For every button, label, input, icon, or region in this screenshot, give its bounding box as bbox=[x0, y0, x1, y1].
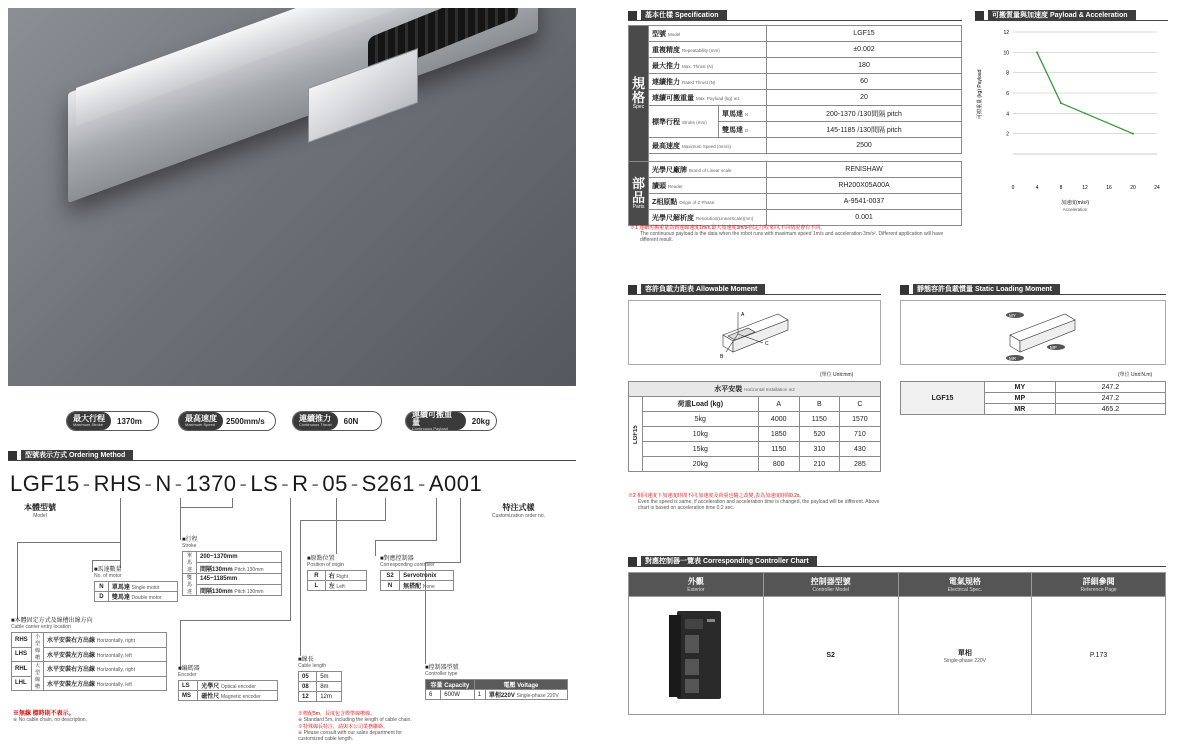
product-photo bbox=[8, 8, 576, 386]
badge-cont-payload: 連續可搬重量 Continuous Payload 20kg bbox=[405, 411, 497, 431]
ordering-header: 型號表示方式 Ordering Method bbox=[8, 450, 576, 461]
static-unit: (單位 Unit:N.m) bbox=[1118, 372, 1153, 378]
y-tick-label: 8 bbox=[1006, 70, 1009, 77]
accel-chart bbox=[975, 24, 1168, 218]
badge-cont-thrust: 連續推力 Continuous Thrust 60N bbox=[292, 411, 382, 431]
x-tick-label: 0 bbox=[1011, 185, 1015, 191]
data-point bbox=[1060, 102, 1062, 104]
custom-label: 特注式樣 Customization order no. bbox=[492, 503, 546, 519]
note-cable-chain: ※無線 標時則不表示。 ※ No cable chain, no description. bbox=[13, 711, 87, 723]
x-tick-label: 8 bbox=[1059, 185, 1063, 191]
spec-header: 基本仕樣 Specification bbox=[628, 10, 962, 21]
stroke-block: ■行程 Stroke 單馬達 200~1370mm 間隔130mm Pitch 130mm 雙馬達 145~1185mm 間隔130mm Pitch 130mm bbox=[182, 534, 282, 596]
y-tick-label: 6 bbox=[1006, 91, 1009, 97]
ctrl-chart-header: 對應控制器一覽表 Corresponding Controller Chart bbox=[628, 556, 1166, 567]
encoder-block: ■編碼器 Encoder LS 光學尺 Optical encoder MS 磁性尺 Magnetic encoder bbox=[178, 663, 278, 701]
y-tick-label: 12 bbox=[1003, 30, 1009, 36]
allow-diagram bbox=[628, 300, 881, 365]
x-tick-label: 24 bbox=[1154, 185, 1160, 191]
data-point bbox=[1084, 112, 1086, 114]
x-tick-label: 4 bbox=[1035, 185, 1039, 191]
spec-note: ※1 連續可搬重量為到達線速度1m/s,最大加速度3m/s²固定行程來回,不同情況會有不同。 The continuous payload is the data when the robot runs with maximum speed 1m/s and acceleration 3m/s². Different application will have different result. bbox=[630, 225, 944, 243]
model-code: LGF15 - RHS - N - 1370 - LS - R - 05 - S261 - A001 bbox=[10, 471, 483, 496]
label-c: C bbox=[765, 341, 769, 347]
label-b: B bbox=[720, 354, 724, 360]
static-table: LGF15 MY 247.2 MP 247.2 MR 465.2 bbox=[900, 381, 1166, 415]
x-ticks bbox=[1012, 185, 1160, 191]
x-tick-label: 12 bbox=[1082, 185, 1088, 191]
cable-length-block: ■線長 Cable length 05 5m 08 8m 12 12m bbox=[298, 654, 342, 702]
model-label: 本體型號 Model bbox=[24, 503, 56, 519]
static-header: 靜態容許負載慣量 Static Loading Moment bbox=[900, 284, 1166, 295]
accel-header: 可搬質量與加速度 Payload & Acceleration bbox=[975, 10, 1168, 21]
motor-block: ■馬達數量 No. of motor N 單馬達 Single motor D 雙馬達 Double motor bbox=[94, 564, 178, 602]
y-axis-label: 可搬重量 (kg) Payload bbox=[977, 69, 983, 119]
label-a: A bbox=[741, 312, 745, 318]
allow-note: ※2 相同速度下加速度時間不同,加速度及荷重也隨之改變,表為加速度時間0.2s。 Even the speed is same, if acceleration and acceleration time is changed, the payload will be different. Above chart is based on acceleration time 0.2 sec. bbox=[628, 493, 880, 511]
ctrl-chart-table: 外觀 Exterior 控制器型號 Controller Model 電氣規格 Electrical Spec. 詳細參閱 Reference Page S2 單相 Single-phase 220V P.173 bbox=[628, 572, 1166, 715]
cable-loc-block: ■本體固定方式及線槽出線方向 Cable carrier entry location RHS 小型線槽 水平安裝右方出線 Horizontally, right LHS 水平安裝左方出線 Horizontally, left RHL 大型線槽 水平安裝右方出線 Horizontally, right LHL 水平安裝左方出線 Horizontally, left bbox=[11, 615, 167, 691]
x-tick-label: 20 bbox=[1130, 185, 1136, 191]
ctrl-type-block: ■控制器型號 Controller type 容量 Capacity 電壓 Voltage 6 600W 1 單相220V Single-phase 220V bbox=[425, 662, 568, 700]
controller-image bbox=[629, 597, 764, 715]
y-tick-label: 2 bbox=[1006, 131, 1009, 138]
allow-header: 容許負載力距表 Allowable Moment bbox=[628, 284, 881, 295]
data-point bbox=[1036, 51, 1038, 53]
allow-unit: (單位 Unit:mm) bbox=[820, 372, 854, 378]
spec-table: 規格 Spec 型號 Model LGF15 重複精度 Repeatability (mm) ±0.002 最大推力 Max. Thrust (N) 180 連續推力 Rated Thrust (N) 60 連續可搬重量 Max. Payload (kg) ※1 20 標準行程 Stroke (mm) 單馬達 N 200-1370 /130間隔 pitch 雙馬達 D 145-1185 /130間隔 pitch 最高速度 Maximum Speed (mm/s) 2500 部品 Parts 光學尺廠牌 Brand of Linear scale RENISHAW 讀頭 Reader RH200X05A00A Z相原點 Origin of Z Phase A-9541-0037 光學尺解析度 Resolution(LinearScale)(nm) 0.001 bbox=[628, 25, 962, 226]
note-cable-length: ※標配5m，長度包含標準線槽線。 ※ Standard 5m, including the length of cable chain. ※特殊線長特注，請與本公司業務聯絡。 ※ Please consult with our sales department for customized cable length. bbox=[298, 711, 412, 742]
label-mr: MR bbox=[1009, 356, 1016, 361]
servo-drive-icon bbox=[661, 605, 731, 705]
x-tick-label: 16 bbox=[1106, 185, 1112, 191]
y-ticks bbox=[1003, 30, 1009, 138]
origin-block: ■原點位置 Position of origin R 右 Right L 左 Left bbox=[307, 553, 367, 591]
controller-block: ■對應控制器 Corresponding controller S2 Servotronix N 無搭配 None bbox=[380, 553, 454, 591]
spec-side: 規格 Spec bbox=[629, 26, 649, 162]
x-axis-label: 加速度(m/s²) bbox=[1060, 200, 1090, 206]
data-point bbox=[1132, 133, 1134, 135]
y-tick-label: 4 bbox=[1006, 111, 1009, 118]
static-diagram bbox=[900, 300, 1166, 365]
badge-max-stroke: 最大行程 Maximum Stroke 1370m bbox=[66, 411, 159, 431]
allow-table: 水平安裝 Horizontal Installation ※2 LGF15 荷重Load (kg) A B C 5kg 4000 1150 1570 10kg 1850 520 710 15kg 1150 310 430 20kg 800 210 285 bbox=[628, 381, 881, 472]
y-tick-label: 10 bbox=[1003, 50, 1009, 57]
badge-max-speed: 最高速度 Maximum Speed 2500mm/s bbox=[178, 411, 276, 431]
x-axis-label-en: Acceleration bbox=[1062, 207, 1088, 212]
chart-grid bbox=[1013, 32, 1157, 154]
label-my: MY bbox=[1009, 313, 1016, 318]
label-mp: MP bbox=[1050, 345, 1057, 350]
